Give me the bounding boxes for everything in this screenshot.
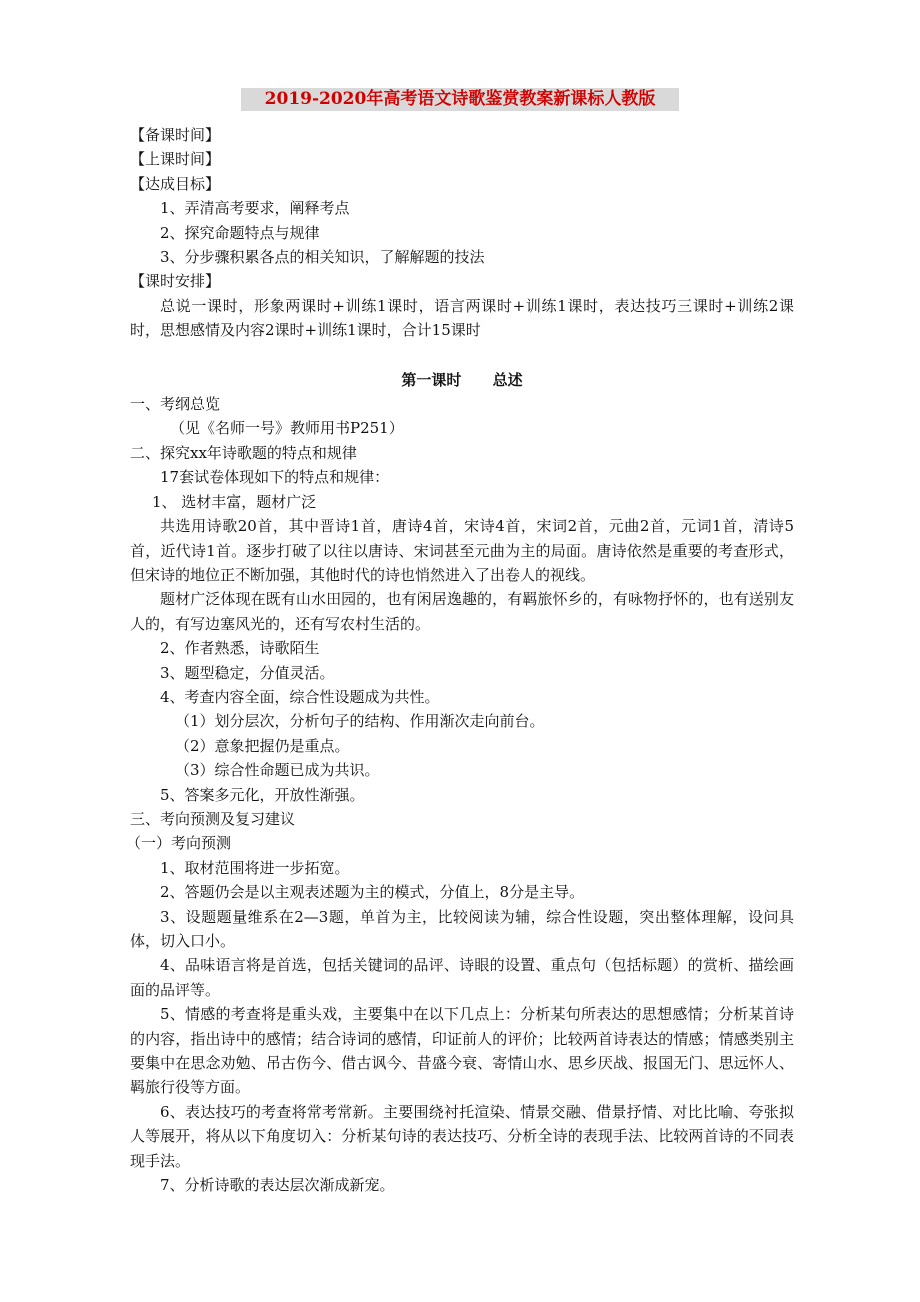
forecast-item: 5、情感的考查将是重头戏，主要集中在以下几点上：分析某句所表达的思想感情；分析某首诗的内容，指出诗中的感情；结合诗词的感情，印证前人的评价；比较两首诗表达的情感；情感类别主要集中在思念劝勉、吊古伤今、借古讽今、昔盛今衰、寄情山水、思乡厌战、报国无门、思远怀人、羁旅行役等方面。 bbox=[130, 1005, 794, 1097]
lesson-heading: 第一课时 总述 bbox=[401, 370, 523, 389]
document-body bbox=[126, 123, 794, 1197]
goal-item: 3、分步骤积累各点的相关知识，了解解题的技法 bbox=[160, 248, 485, 267]
point-heading: 5、答案多元化，开放性渐强。 bbox=[160, 785, 365, 804]
forecast-item: 6、表达技巧的考查将常考常新。主要围绕衬托渲染、情景交融、借景抒情、对比比喻、夸张拟人等展开，将从以下角度切入：分析某句诗的表达技巧、分析全诗的表现手法、比较两首诗的不同表现手法。 bbox=[130, 1102, 794, 1170]
forecast-item: 4、品味语言将是首选，包括关键词的品评、诗眼的设置、重点句（包括标题）的赏析、描绘画面的品评等。 bbox=[130, 956, 794, 999]
sub-point: （1）划分层次，分析句子的结构、作用渐次走向前台。 bbox=[175, 712, 545, 731]
section-text: （见《名师一号》教师用书P251） bbox=[170, 419, 404, 438]
point-text: 题材广泛体现在既有山水田园的，也有闲居逸趣的，有羁旅怀乡的，有咏物抒怀的，也有送别友人的，有写边塞风光的，还有写农村生活的。 bbox=[130, 590, 794, 633]
sub-point: （3）综合性命题已成为共识。 bbox=[175, 761, 380, 780]
forecast-item: 7、分析诗歌的表达层次渐成新宠。 bbox=[160, 1176, 395, 1195]
goal-item: 1、弄清高考要求，阐释考点 bbox=[160, 199, 350, 218]
class-time-label: 【上课时间】 bbox=[130, 150, 221, 169]
section-heading: 二、探究xx年诗歌题的特点和规律 bbox=[130, 443, 357, 462]
goal-item: 2、探究命题特点与规律 bbox=[160, 223, 320, 242]
section-heading: 三、考向预测及复习建议 bbox=[130, 809, 296, 828]
point-text: 共选用诗歌20首，其中晋诗1首，唐诗4首，宋诗4首，宋词2首，元曲2首，元词1首，清诗5首，近代诗1首。逐步打破了以往以唐诗、宋词甚至元曲为主的局面。唐诗依然是重要的考查形式，但宋诗的地位正不断加强，其他时代的诗也悄然进入了出卷人的视线。 bbox=[130, 517, 794, 584]
section-intro: 17套试卷体现如下的特点和规律： bbox=[160, 468, 390, 487]
schedule-label: 【课时安排】 bbox=[130, 272, 221, 291]
forecast-item: 3、设题题量维系在2—3题，单首为主，比较阅读为辅，综合性设题，突出整体理解，设问具体，切入口小。 bbox=[130, 907, 794, 950]
document-title: 2019-2020年高考语文诗歌鉴赏教案新课标人教版 bbox=[241, 88, 679, 111]
schedule-text: 总说一课时，形象两课时+训练1课时，语言两课时+训练1课时，表达技巧三课时+训练2课时，思想感情及内容2课时+训练1课时，合计15课时 bbox=[130, 296, 794, 340]
point-heading: 3、题型稳定，分值灵活。 bbox=[160, 663, 335, 682]
goals-label: 【达成目标】 bbox=[130, 174, 221, 193]
prep-time-label: 【备课时间】 bbox=[130, 126, 221, 144]
sub-point: （2）意象把握仍是重点。 bbox=[175, 736, 350, 755]
point-heading: 1、 选材丰富，题材广泛 bbox=[152, 492, 317, 511]
subsection-heading: （一）考向预测 bbox=[126, 834, 232, 853]
point-heading: 4、考查内容全面，综合性设题成为共性。 bbox=[160, 687, 440, 706]
section-heading: 一、考纲总览 bbox=[130, 395, 221, 414]
point-heading: 2、作者熟悉，诗歌陌生 bbox=[160, 639, 320, 658]
forecast-item: 2、答题仍会是以主观表述题为主的模式，分值上，8分是主导。 bbox=[160, 883, 585, 902]
forecast-item: 1、取材范围将进一步拓宽。 bbox=[160, 858, 350, 877]
